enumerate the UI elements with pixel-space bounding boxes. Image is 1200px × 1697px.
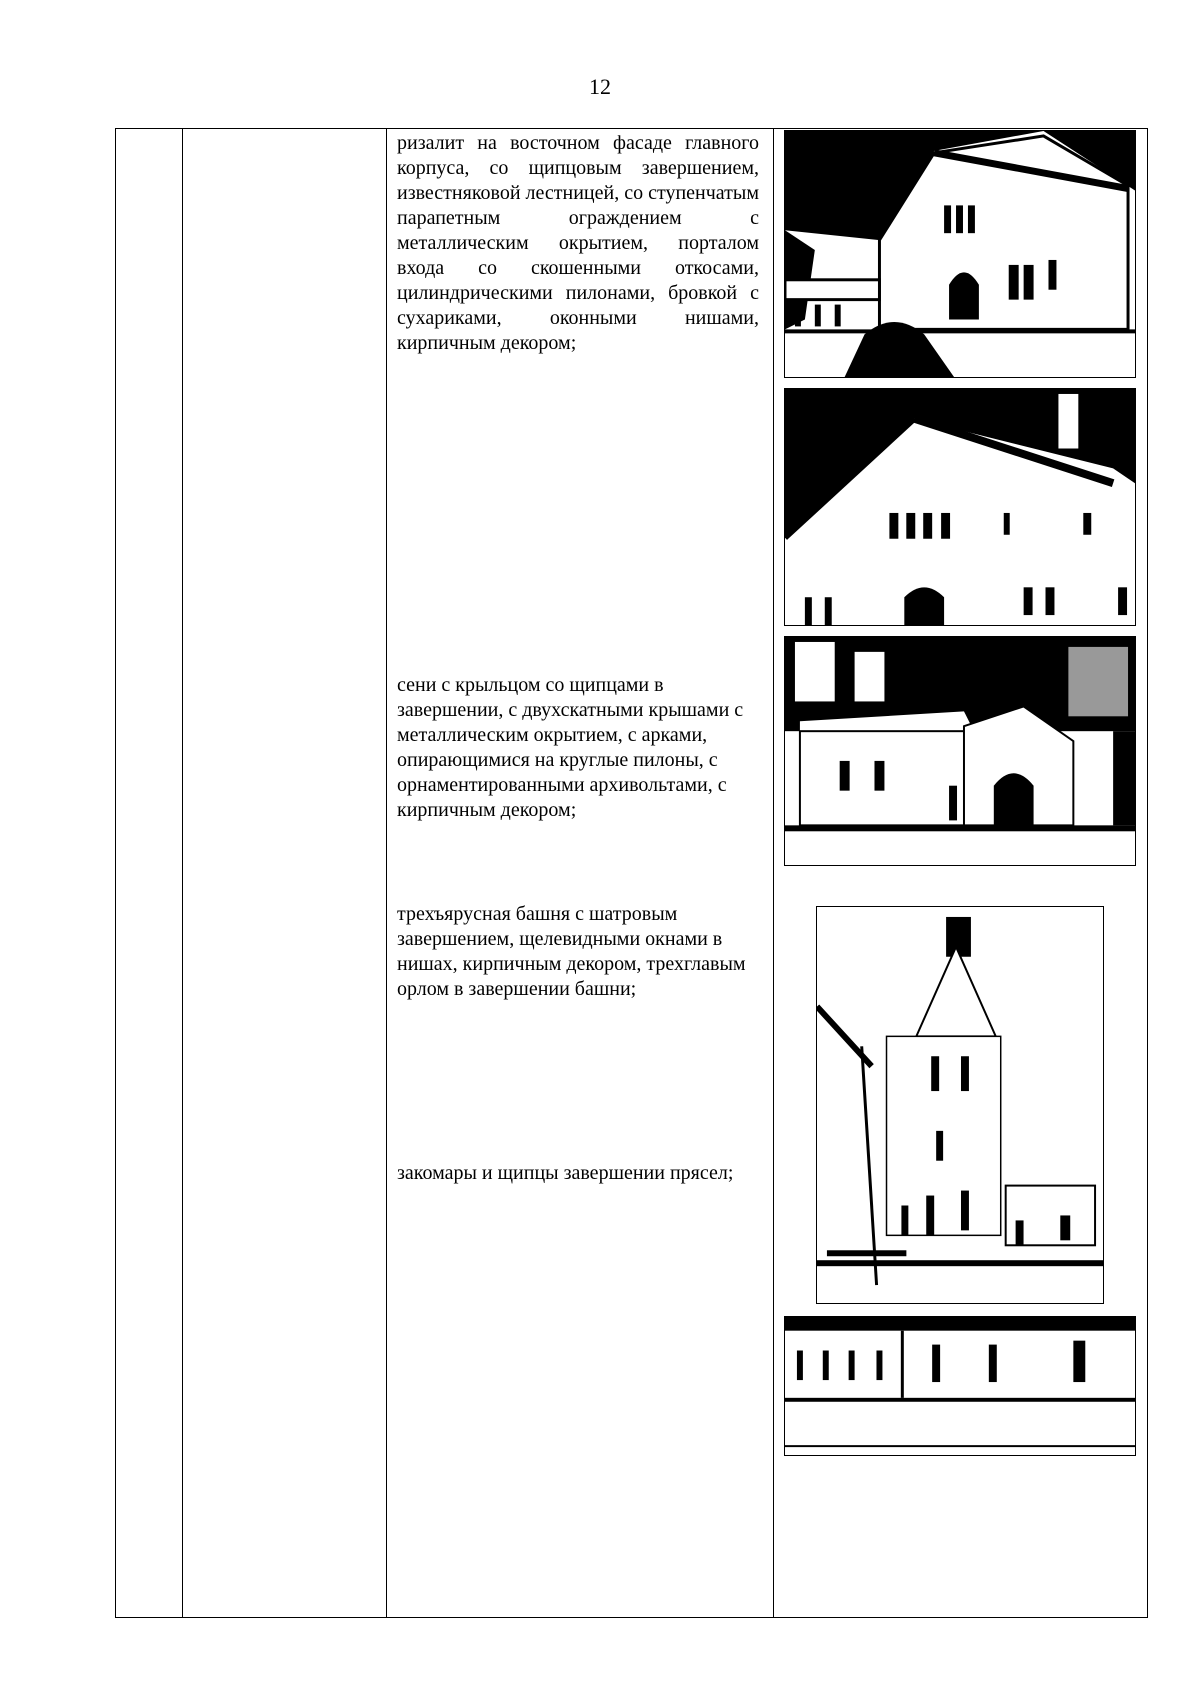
description-tower: трехъярусная башня с шатровым завершением, щелевидными окнами в нишах, кирпичным декором, трехглавым орлом в завершении башни; (397, 903, 746, 1000)
column-divider-2 (386, 129, 387, 1617)
photo-three-tier-tower (816, 906, 1104, 1304)
description-seni: сени с крыльцом со щипцами в завершении, с двухскатными крышами с металлическим окрытием, с арками, опирающимися на круглые пилоны, с орнаментированными архивольтами, с кирпичным декором; (397, 674, 744, 821)
photo-wall-bays (784, 1316, 1136, 1456)
column-divider-3 (773, 129, 774, 1617)
photo-gable-roof-facade (784, 388, 1136, 626)
photo-seni-porch (784, 636, 1136, 866)
description-zakomary: закомары и щипцы завершении прясел; (397, 1162, 734, 1184)
photo-risalit-east-facade (784, 130, 1136, 378)
column-divider-1 (182, 129, 183, 1617)
page-number: 12 (589, 74, 611, 99)
description-risalit: ризалит на восточном фасаде главного корпуса, со щипцовым завершением, известняковой лестницей, со ступенчатым парапетным ограждением с металлическим окрытием, порталом входа со скошенными откосами, цилиндрическими пилонами, бровкой с сухариками, оконными нишами, кирпичным декором; (397, 132, 759, 354)
